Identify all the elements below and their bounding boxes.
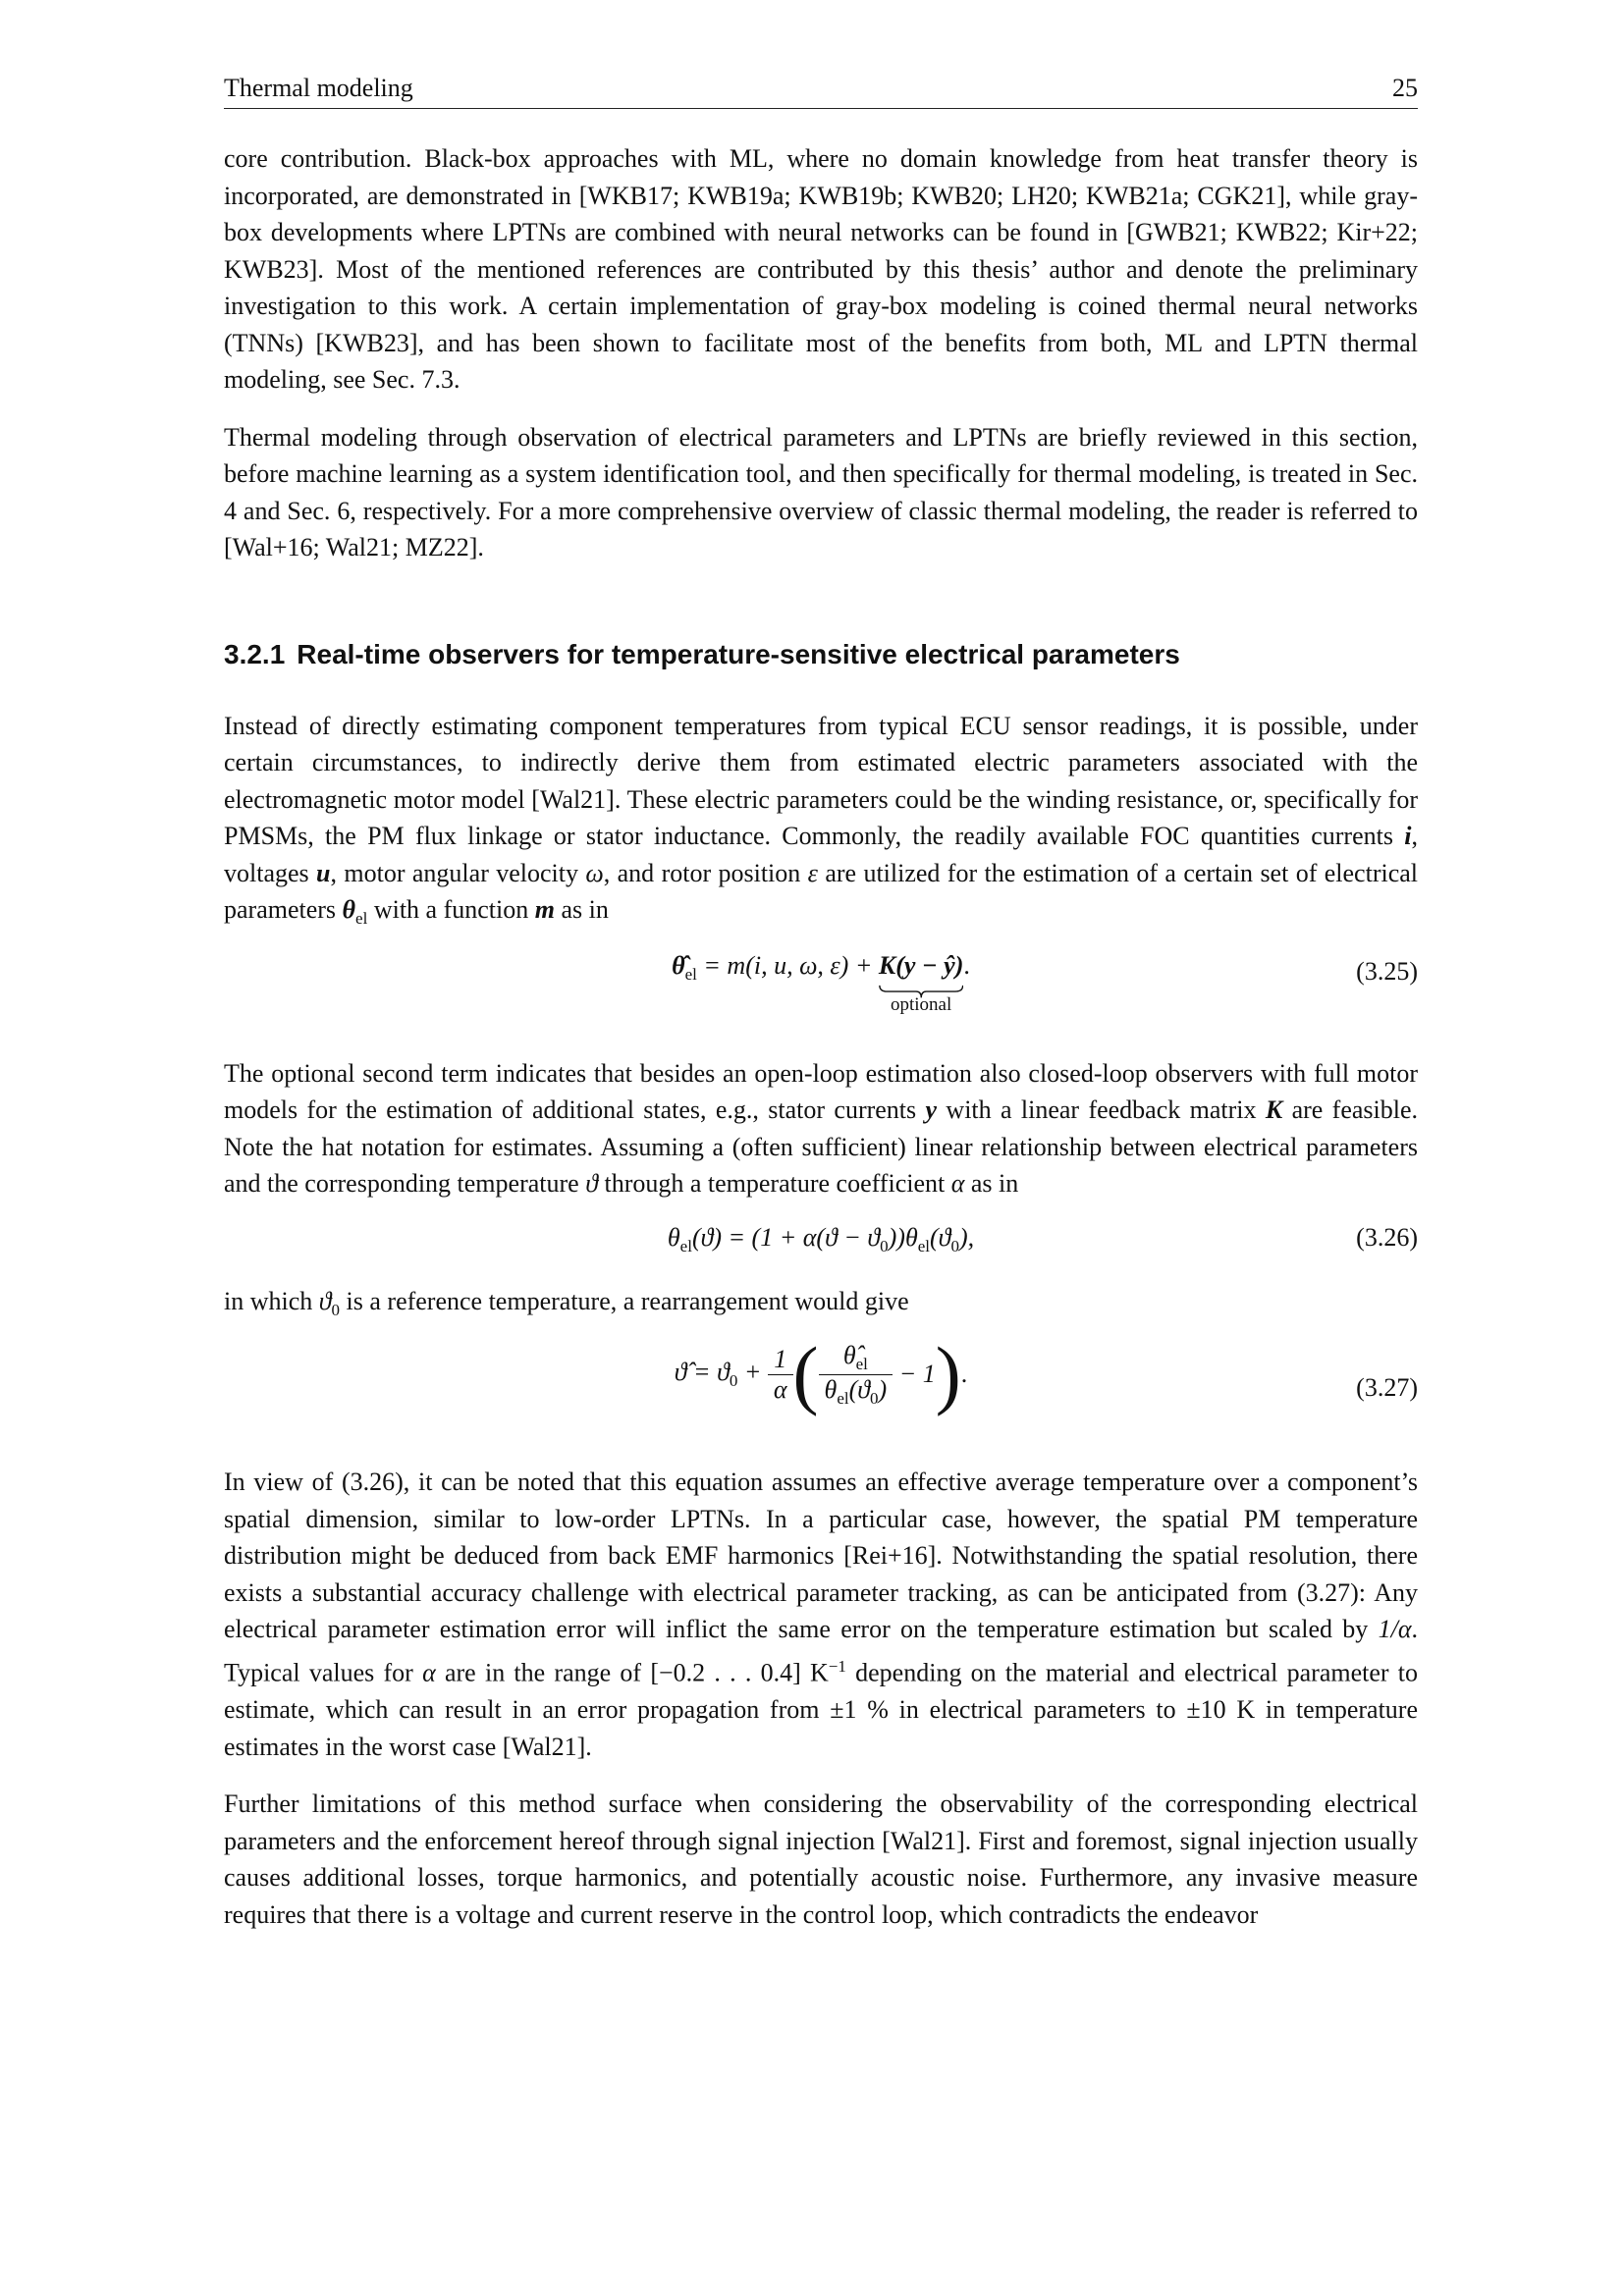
- equation-number: (3.27): [1356, 1373, 1418, 1403]
- paragraph-6: In view of (3.26), it can be noted that this equation assumes an effective average temperature over a component’s spatial dimension, similar to low-order LPTNs. In a particular case, however, the spatial PM temperature distribution might be deduced from back EMF harmonics [Rei+16]. Notwithstanding the spatial resolution, there exists a substantial accuracy challenge with electrical parameter tracking, as can be anticipated from (3.27): Any electrical parameter estimation error will inflict the same error on the temperature estimation but scaled by 1/α. Typical values for α are in the range of [−0.2 . . . 0.4] $K^{-1}$ depending on the material and electrical parameter to estimate, which can result in an error propagation from ±1 % in electrical parameters to ±10 K in temperature estimates in the worst case [Wal21].: [224, 1468, 1419, 1761]
- running-header: [224, 69, 1418, 109]
- section-title: Real-time observers for temperature-sensitive electrical parameters: [297, 638, 1180, 669]
- equation-3-26: $\theta_{el}(ϑ) = (1 + \alpha(ϑ - ϑ_0))\theta_{el}(ϑ_0)$, (3.26): [224, 1218, 1418, 1283]
- header-title: Thermal modeling: [224, 74, 413, 102]
- equation-3-27: ϑ̂ = $ϑ_0$ + $\frac{1}{\alpha}$ ( $\frac{\thetâ_{el}}{\theta_{el}(ϑ_0)}$ − 1). (3.27): [674, 1331, 1418, 1417]
- equation-number: (3.25): [1356, 956, 1418, 986]
- paragraph-3: Instead of directly estimating component temperatures from typical ECU sensor readings, it is possible, under certain circumstances, to indirectly derive them from estimated electric parameters associated with the electromagnetic motor model [Wal21]. These electric parameters could be the winding resistance, or, specifically for PMSMs, the PM flux linkage or stator inductance. Commonly, the readily available FOC quantities currents i, voltages u, motor angular velocity ω, and rotor position ε are utilized for the estimation of a certain set of electrical parameters $\theta_{el}$ with a function m as in: [224, 711, 1419, 929]
- section-number: 3.2.1: [224, 638, 286, 669]
- section-heading: [224, 637, 1418, 672]
- equation-3-25: $\thetâ_{el} = m(i$, u, ω, ε) + K(y − ŷ) optional . (3.25): [672, 950, 1418, 1015]
- page-number: 25: [1392, 74, 1418, 102]
- paragraph-5: in which $ϑ_0$ is a reference temperature, a rearrangement would give: [224, 1286, 909, 1319]
- paragraph-2: Thermal modeling through observation of electrical parameters and LPTNs are briefly reviewed in this section, before machine learning as a system identification tool, and then specifically for thermal modeling, is treated in Sec. 4 and Sec. 6, respectively. For a more comprehensive overview of classic thermal modeling, the reader is referred to [Wal+16; Wal21; MZ22].: [224, 422, 1418, 561]
- underbrace-term: K(y − ŷ) optional: [878, 950, 964, 1015]
- page: [224, 69, 1418, 1933]
- equation-number: (3.26): [1356, 1222, 1418, 1252]
- brace-label: optional: [891, 993, 952, 1015]
- paragraph-7: Further limitations of this method surface when considering the observability of the corresponding electrical parameters and the enforcement hereof through signal injection [Wal21]. First and foremost, signal injection usually causes additional losses, torque harmonics, and potentially acoustic noise. Furthermore, any invasive measure requires that there is a voltage and current reserve in the control loop, which contradicts the endeavor: [224, 1789, 1418, 1929]
- paragraph-4: The optional second term indicates that besides an open-loop estimation also closed-loop observers with full motor models for the estimation of additional states, e.g., stator currents y with a linear feedback matrix K are feasible. Note the hat notation for estimates. Assuming a (often sufficient) linear relationship between electrical parameters and the corresponding temperature ϑ through a temperature coefficient α as in: [224, 1058, 1419, 1199]
- paragraph-1: core contribution. Black-box approaches with ML, where no domain knowledge from heat transfer theory is incorporated, are demonstrated in [WKB17; KWB19a; KWB19b; KWB20; LH20; KWB21a; CGK21], while gray-box developments where LPTNs are combined with neural networks can be found in [GWB21; KWB22; Kir+22; KWB23]. Most of the mentioned references are contributed by this thesis’ author and denote the preliminary investigation to this work. A certain implementation of gray-box modeling is coined thermal neural networks (TNNs) [KWB23], and has been shown to facilitate most of the benefits from both, ML and LPTN thermal modeling, see Sec. 7.3.: [224, 144, 1418, 394]
